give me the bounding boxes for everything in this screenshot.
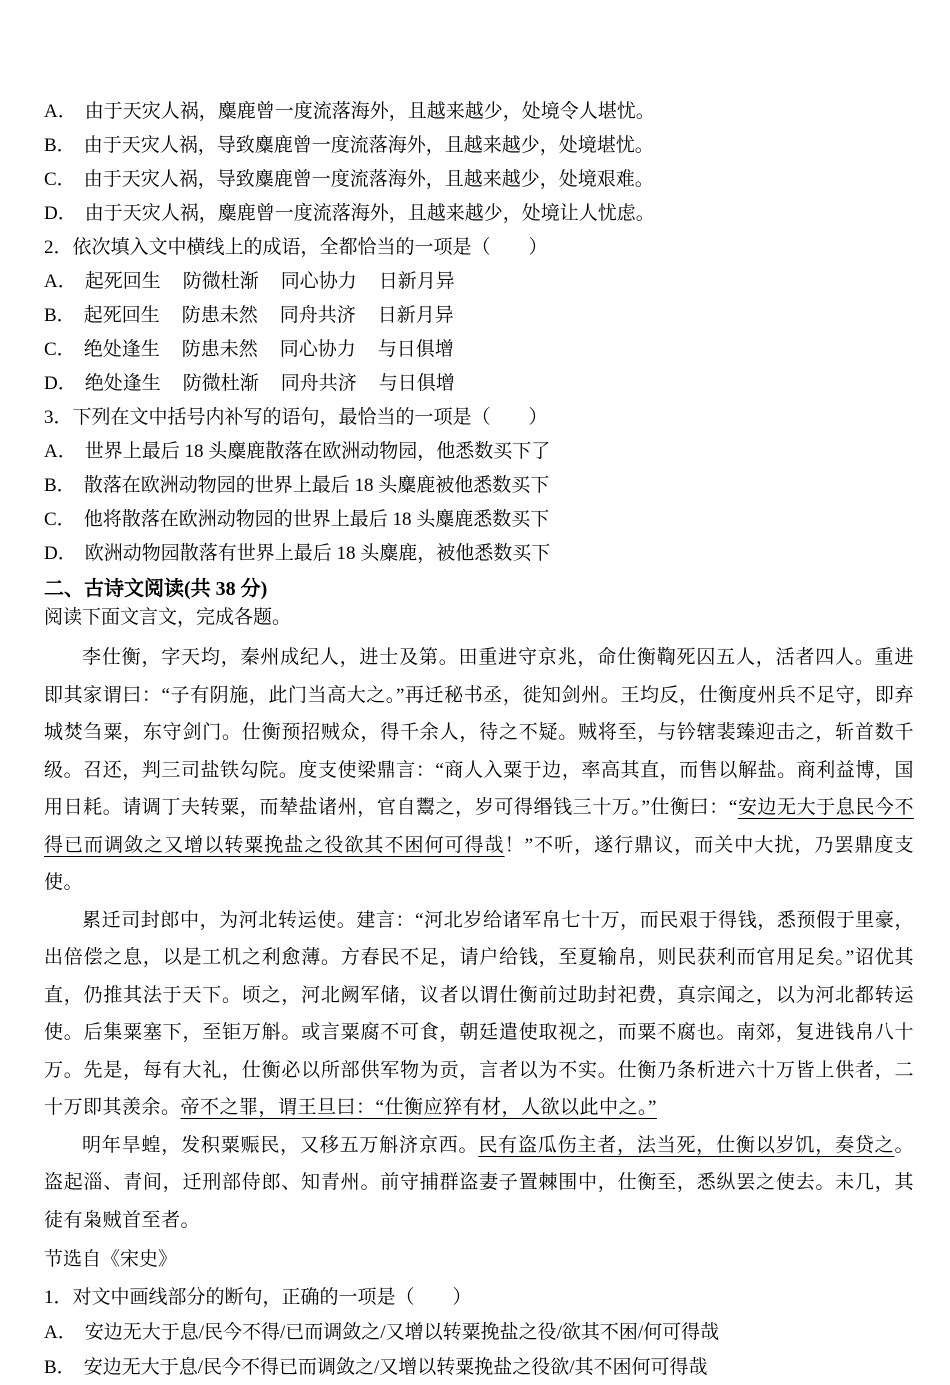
option-text: 由于天灾人祸，麋鹿曾一度流落海外，且越来越少，处境令人堪忧。 [84,101,655,122]
option-idiom: 防微杜渐 [182,373,259,394]
passage-question1-options [44,1315,914,1385]
option-label: A． [44,271,77,292]
passage-question1-stem: 1．对文中画线部分的断句，正确的一项是（ ） [44,1287,472,1308]
passage-source: 节选自《宋史》 [44,1249,178,1270]
option-label: D． [44,203,77,224]
option-idiom: 同心协力 [279,339,356,360]
option-label: B． [44,1357,76,1378]
option-idiom: 同心协力 [280,271,357,292]
option-line [44,367,914,401]
option-text: 他将散落在欧洲动物园的世界上最后 18 头麋鹿悉数买下 [83,509,550,530]
option-label: C． [44,509,76,530]
option-text: 安边无大于息/民今不得/已而调敛之/又增以转粟挽盐之役/欲其不困/何可得哉 [84,1322,720,1343]
passage-segment: 明年旱蝗，发积粟赈民，又移五万斛济京西。 [82,1134,479,1156]
option-line [44,537,914,571]
passage-segment: 。盗起淄、青间，迁刑部侍郎、知青州。前守捕群盗妻子置棘围中，仕衡至，悉纵罢之使去。未几，其徒有枭贼首至者。 [44,1134,914,1231]
grammar-question-options [44,95,914,231]
option-line [44,299,914,333]
option-idiom: 起死回生 [83,305,160,326]
option-label: D． [44,373,77,394]
option-text: 安边无大于息/民今不得已而调敛之/又增以转粟挽盐之役欲/其不困何可得哉 [83,1357,708,1378]
option-label: A． [44,441,77,462]
section2-instruction: 阅读下面文言文，完成各题。 [44,607,292,628]
option-line [44,163,914,197]
question2-stem: 2．依次填入文中横线上的成语，全都恰当的一项是（ ） [44,237,548,258]
passage-paragraph [44,902,914,1127]
option-line [44,503,914,537]
option-idiom: 防患未然 [181,339,258,360]
option-line [44,333,914,367]
question3-stem: 3．下列在文中括号内补写的语句，最恰当的一项是（ ） [44,407,548,428]
question2-options [44,265,914,401]
option-line [44,1315,914,1350]
option-idiom: 日新月异 [377,305,454,326]
option-idiom: 防微杜渐 [182,271,259,292]
option-idiom: 起死回生 [84,271,161,292]
option-label: B． [44,305,76,326]
passage-paragraph [44,1127,914,1240]
option-line [44,129,914,163]
underlined-segment: 民有盗瓜伤主者，法当死，仕衡以岁饥，奏贷之 [478,1134,895,1156]
option-idiom: 同舟共济 [279,305,356,326]
classical-passage [44,639,914,1239]
option-text: 散落在欧洲动物园的世界上最后 18 头麋鹿被他悉数买下 [83,475,550,496]
option-label: B． [44,475,76,496]
passage-segment: 累迁司封郎中，为河北转运使。建言：“河北岁给诸军帛七十万，而民艰于得钱，悉预假于里豪，出倍偿之息，以是工机之利愈薄。方春民不足，请户给钱，至夏输帛，则民获利而官用足矣。”诏优其直，仍推其法于天下。顷之，河北阙军储，议者以谓仕衡前过助封祀费，真宗闻之，以为河北都转运使。后集粟塞下，至钜万斛。或言粟腐不可食，朝廷遣使取视之，而粟不腐也。南郊，复进钱帛八十万。先是，每有大礼，仕衡必以所部供军物为贡，言者以为不实。仕衡乃条析进六十万皆上供者，二十万即其羡余。 [44,909,914,1118]
underlined-segment: 安边无大于息民今不得已而调敛之又增以转粟挽盐之役欲其不困何可得哉 [44,797,914,856]
passage-segment: ！”不听，遂行鼎议，而关中大扰，乃罢鼎度支使。 [44,834,914,893]
option-idiom: 防患未然 [181,305,258,326]
option-idiom: 绝处逢生 [83,339,160,360]
option-label: D． [44,543,77,564]
option-idiom: 绝处逢生 [84,373,161,394]
option-idiom: 与日俱增 [378,373,455,394]
option-label: B． [44,135,76,156]
option-line [44,265,914,299]
option-label: A． [44,1322,77,1343]
option-idiom: 同舟共济 [280,373,357,394]
option-text: 由于天灾人祸，麋鹿曾一度流落海外，且越来越少，处境让人忧虑。 [84,203,655,224]
passage-question1 [44,1280,914,1385]
option-text: 由于天灾人祸，导致麋鹿曾一度流落海外，且越来越少，处境堪忧。 [83,135,654,156]
option-text: 欧洲动物园散落有世界上最后 18 头麋鹿，被他悉数买下 [84,543,551,564]
option-line [44,197,914,231]
section2-title: 二、古诗文阅读(共 38 分) [44,578,268,600]
option-label: A． [44,101,77,122]
option-line [44,435,914,469]
option-text: 由于天灾人祸，导致麋鹿曾一度流落海外，且越来越少，处境艰难。 [83,169,654,190]
passage-paragraph [44,639,914,902]
option-idiom: 日新月异 [378,271,455,292]
option-idiom: 与日俱增 [377,339,454,360]
option-line [44,469,914,503]
underlined-segment: 帝不之罪，谓王旦曰：“仕衡应猝有材，人欲以此中之。” [180,1097,657,1118]
option-text: 世界上最后 18 头麋鹿散落在欧洲动物园，他悉数买下了 [84,441,551,462]
option-line [44,95,914,129]
passage-segment: 李仕衡，字天均，秦州成纪人，进士及第。田重进守京兆，命仕衡鞫死囚五人，活者四人。重进即其家谓曰：“子有阴施，此门当高大之。”再迁秘书丞，徙知剑州。王均反，仕衡度州兵不足守，即弃城焚刍粟，东守剑门。仕衡预招贼众，得千余人，待之不疑。贼将至，与钤辖裴臻迎击之，斩首数千级。召还，判三司盐铁勾院。度支使梁鼎言：“商人入粟于边，率高其直，而售以解盐。商利益博，国用日耗。请调丁夫转粟，而辇盐诸州，官自鬻之，岁可得缗钱三十万。”仕衡曰：“ [44,647,914,818]
option-line [44,1350,914,1385]
option-label: C． [44,169,76,190]
question3-options [44,435,914,571]
option-label: C． [44,339,76,360]
